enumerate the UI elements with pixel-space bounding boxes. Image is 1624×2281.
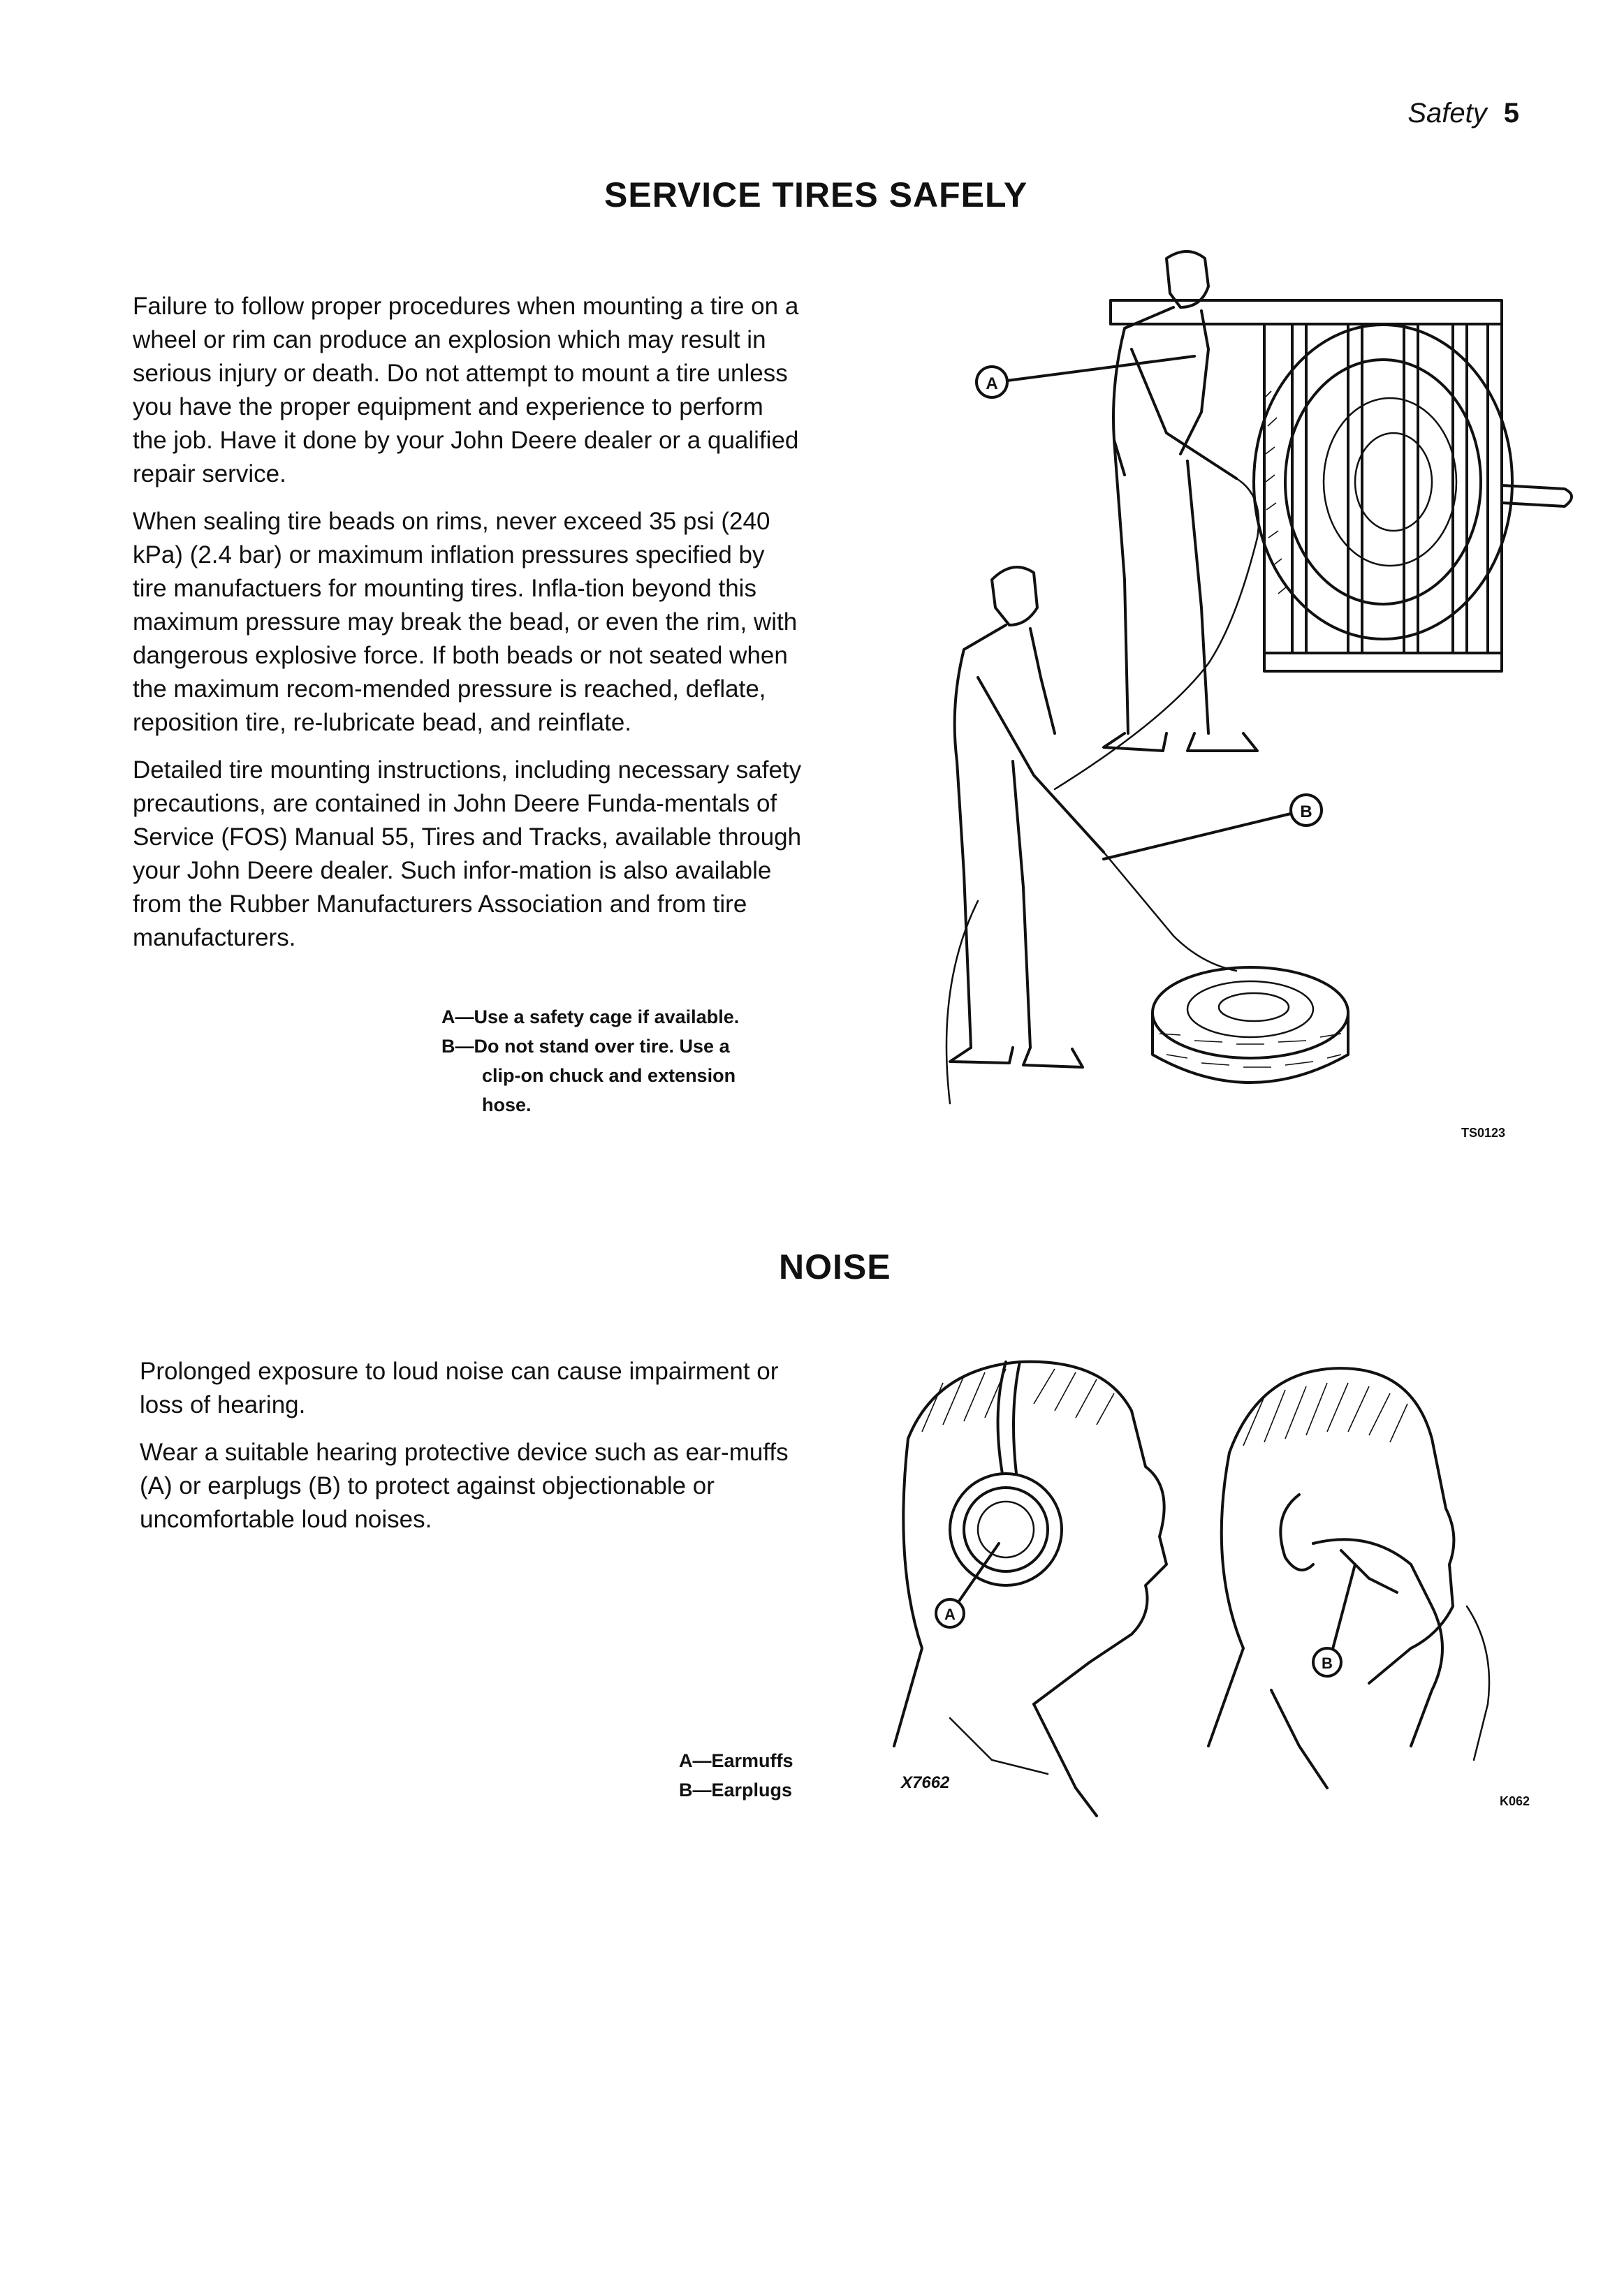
noise-figure-code: K062 bbox=[1499, 1794, 1530, 1808]
hearing-protection-illustration bbox=[880, 1355, 1537, 1816]
callout-b bbox=[1104, 795, 1322, 859]
callout-b-label: B bbox=[1300, 802, 1312, 821]
safety-cage-drawing bbox=[1111, 300, 1572, 671]
noise-paragraph: Wear a suitable hearing protective device such as ear-muffs (A) or earplugs (B) to protect against objectionable or uncomfortable loud noises. bbox=[140, 1439, 789, 1533]
caption-b-cont: hose. bbox=[482, 1094, 532, 1115]
tire-safety-illustration bbox=[873, 244, 1544, 1138]
tires-body bbox=[133, 290, 803, 969]
page-number: 5 bbox=[1503, 98, 1519, 129]
tires-paragraph: Failure to follow proper procedures when mounting a tire on a wheel or rim can produce an explosion which may result in serious injury or death. Do not attempt to mount a tire unless you have the proper equipment and experience to perform the job. Have it done by your John Deere dealer or a qualified repair service. bbox=[133, 293, 799, 487]
callout-a bbox=[936, 1543, 999, 1627]
tires-paragraph: When sealing tire beads on rims, never exceed 35 psi (240 kPa) (2.4 bar) or maximum inflation pressures specified by tire manufactuers for mounting tires. Infla-tion beyond this maximum pressure may break the bead, or even the rim, with dangerous explosive force. If both beads or not seated when the maximum recom-mended pressure is reached, deflate, reposition tire, re-lubricate bead, and reinflate. bbox=[133, 508, 798, 736]
tires-figure-code: TS0123 bbox=[1461, 1126, 1505, 1140]
noise-captions bbox=[679, 1746, 793, 1805]
tires-captions bbox=[441, 1002, 739, 1120]
noise-heading: NOISE bbox=[779, 1247, 891, 1286]
section-name: Safety bbox=[1407, 98, 1487, 129]
tires-heading: SERVICE TIRES SAFELY bbox=[604, 175, 1028, 214]
noise-paragraph: Prolonged exposure to loud noise can cause impairment or loss of hearing. bbox=[140, 1358, 779, 1418]
running-head bbox=[1407, 98, 1519, 129]
callout-b bbox=[1313, 1564, 1355, 1676]
caption-b-cont: clip-on chuck and extension bbox=[482, 1065, 736, 1086]
head-with-earmuffs-drawing bbox=[894, 1362, 1166, 1816]
noise-callout-b-label: B bbox=[1322, 1655, 1333, 1672]
worker-at-cage-drawing bbox=[1055, 251, 1259, 789]
noise-body bbox=[140, 1355, 810, 1550]
caption-earmuffs: A—Earmuffs bbox=[679, 1750, 793, 1771]
artist-mark: X7662 bbox=[901, 1773, 950, 1792]
callout-a bbox=[976, 356, 1194, 397]
callout-a-label: A bbox=[986, 374, 998, 393]
ground-tire-drawing bbox=[1153, 967, 1348, 1083]
tires-paragraph: Detailed tire mounting instructions, including necessary safety precautions, are contained in John Deere Funda-mentals of Service (FOS) Manual 55, Tires and Tracks, available through your John Deere dealer. Such infor-mation is also available from the Rubber Manufacturers Association and from tire manufacturers. bbox=[133, 756, 802, 951]
caption-b: B—Do not stand over tire. Use a bbox=[441, 1036, 730, 1057]
caption-earplugs: B—Earplugs bbox=[679, 1780, 793, 1800]
noise-callout-a-label: A bbox=[944, 1606, 956, 1623]
caption-a: A—Use a safety cage if available. bbox=[441, 1006, 740, 1027]
worker-with-hose-drawing bbox=[946, 567, 1236, 1103]
head-with-earplugs-drawing bbox=[1208, 1368, 1489, 1788]
